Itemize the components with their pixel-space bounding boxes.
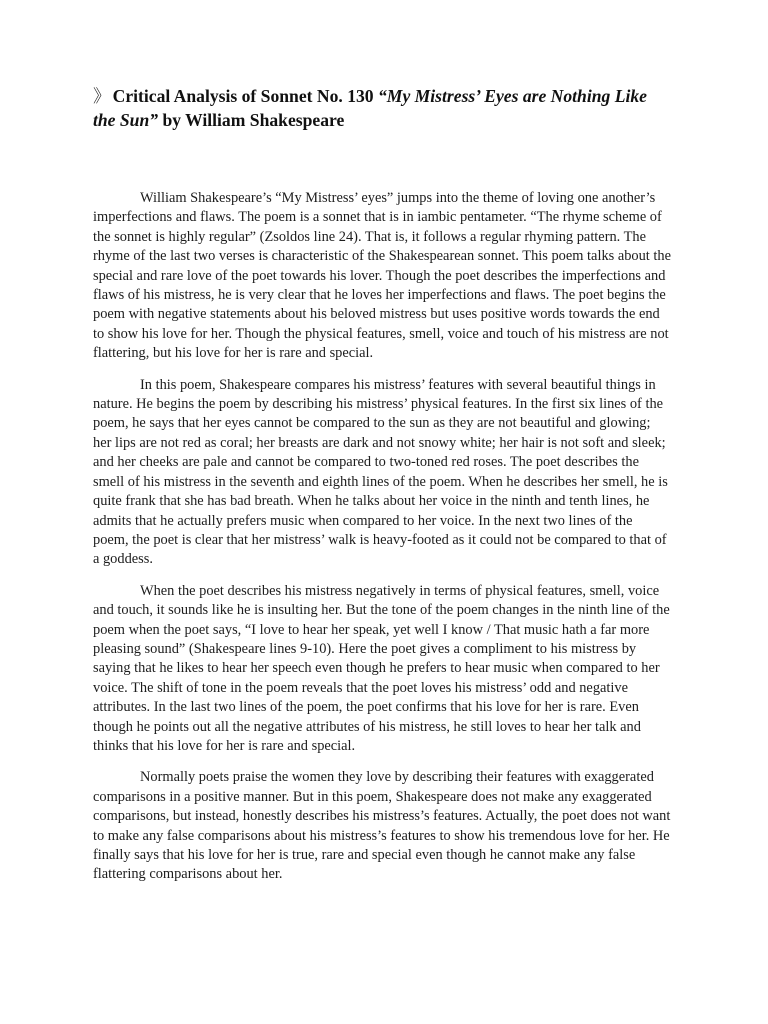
title-lead: Critical Analysis of Sonnet No. 130 bbox=[112, 86, 378, 106]
document-title bbox=[93, 84, 671, 132]
paragraph-4: Normally poets praise the women they love by describing their features with exaggerated comparisons in a positive manner. But in this poem, Shakespeare does not make any exaggerated comparisons, but instead, honestly describes his mistress’s features. Actually, the poet does not want to make any false comparisons about his mistress’s features to show his tremendous love for her. He finally says that his love for her is true, rare and special even though he cannot make any false flattering comparisons about her. bbox=[93, 769, 671, 883]
document-body bbox=[93, 189, 671, 885]
paragraph-3: When the poet describes his mistress negatively in terms of physical features, smell, voice and touch, it sounds like he is insulting her. But the tone of the poem changes in the ninth line of the poem when the poet says, “I love to hear her speak, yet well I know / That music hath a far more pleasing sound” (Shakespeare lines 9-10). Here the poet gives a compliment to his mistress by saying that he likes to hear her speech even though he prefers to hear music when compared to her voice. The shift of tone in the poem reveals that the poet loves his mistress’ odd and negative attributes. In the last two lines of the poem, the poet confirms that his love for her is rare. Even though he points out all the negative attributes of his mistress, he still loves to hear her talk and thinks that his love for her is rare and special. bbox=[93, 582, 670, 754]
paragraph-2: In this poem, Shakespeare compares his mistress’ features with several beautiful things in nature. He begins the poem by describing his mistress’ physical features. In the first six lines of the poem, he says that her eyes cannot be compared to the sun as they are not beautiful and glowing; her lips are not red as coral; her breasts are dark and not snowy white; her hair is not soft and sleek; and her cheeks are pale and cannot be compared to two-toned red roses. The poet describes the smell of his mistress in the seventh and eighth lines of the poem. When he describes her smell, he is quite frank that she has bad breath. When he talks about her voice in the ninth and tenth lines, he admits that he actually prefers music when compared to her voice. In the next two lines of the poem, the poet is clear that her mistress’ walk is heavy-footed as it could not be compared to that of a goddess. bbox=[93, 376, 668, 568]
title-marker: 》 bbox=[93, 86, 111, 106]
title-tail: by William Shakespeare bbox=[158, 110, 345, 130]
paragraph-1: William Shakespeare’s “My Mistress’ eyes” jumps into the theme of loving one another’s imperfections and flaws. The poem is a sonnet that is in iambic pentameter. “The rhyme scheme of the sonnet is highly regular” (Zsoldos line 24). That is, it follows a regular rhyming pattern. The rhyme of the last two verses is characteristic of the Shakespearean sonnet. This poem talks about the special and rare love of the poet towards his lover. Though the poet describes the imperfections and flaws of his mistress, he is very clear that he loves her imperfections and flaws. The poet begins the poem with negative statements about his beloved mistress but uses positive words towards the end to show his love for her. Though the physical features, smell, voice and touch of his mistress are not flattering, but his love for her is rare and special. bbox=[93, 190, 671, 362]
document-page bbox=[93, 84, 671, 897]
title-poem-name: “My Mistress’ Eyes are Nothing Like the Sun” bbox=[93, 86, 647, 130]
